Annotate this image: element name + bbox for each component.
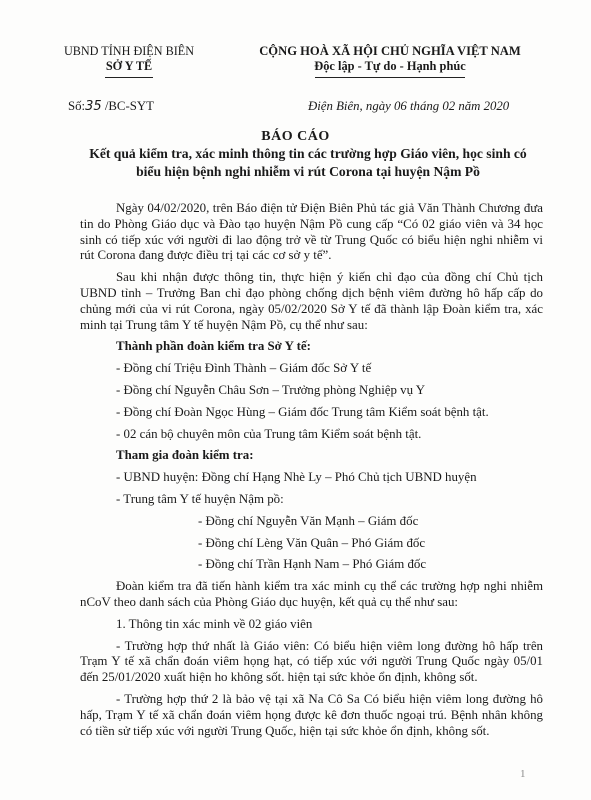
document-number [68, 99, 154, 114]
national-title: CỘNG HOÀ XÃ HỘI CHỦ NGHĨA VIỆT NAM [259, 44, 521, 58]
document-number-value: 35 [85, 99, 102, 114]
issuer-underline [105, 77, 153, 78]
paragraph-results: Đoàn kiểm tra đã tiến hành kiểm tra xác minh cụ thể các trường hợp nghi nhiễm nCoV theo danh sách của Phòng Giáo dục huyện, kết quả cụ thể như sau: [80, 579, 543, 609]
national-motto: Độc lập - Tự do - Hạnh phúc [314, 59, 466, 73]
motto-underline [315, 77, 465, 78]
report-body [80, 201, 543, 739]
issuer-parent: UBND TỈNH ĐIỆN BIÊN [63, 44, 195, 58]
team-member-2: - Đồng chí Nguyễn Châu Sơn – Trưởng phòng Nghiệp vụ Y [116, 382, 426, 397]
report-subtitle-line-2: biểu hiện bệnh nghi nhiễm vi rút Corona tại huyện Nậm Pồ [136, 163, 480, 179]
heading-participants: Tham gia đoàn kiểm tra: [116, 448, 254, 463]
issuer-department: SỞ Y TẾ [105, 59, 153, 73]
heading-inspection-team: Thành phần đoàn kiểm tra Sở Y tế: [116, 339, 311, 354]
participant-health-center: - Trung tâm Y tế huyện Nậm pồ: [116, 491, 284, 506]
paragraph-case-1: - Trường hợp thứ nhất là Giáo viên: Có biểu hiện viêm long đường hô hấp trên Trạm Y tế xã chẩn đoán viêm họng hạt, có tiếp xúc với người Trung Quốc ngày 05/01 đến 25/01/2020 xuất hiện ho không sốt. hiện tại sức khỏe ổn định, không sốt. [80, 638, 543, 685]
participant-health-center-2: - Đồng chí Lèng Văn Quân – Phó Giám đốc [198, 535, 426, 550]
report-title: BÁO CÁO [261, 129, 330, 144]
document-number-suffix: /BC-SYT [101, 99, 154, 113]
participant-health-center-3: - Đồng chí Trần Hạnh Nam – Phó Giám đốc [198, 557, 427, 572]
report-subtitle-line-1: Kết quả kiểm tra, xác minh thông tin các trường hợp Giáo viên, học sinh có [89, 146, 527, 161]
paragraph-intro: Ngày 04/02/2020, trên Báo điện tử Điện Biên Phủ tác giả Văn Thành Chương đưa tin do Phòng Giáo dục và Đào tạo huyện Nậm Pồ cung cấp “Có 02 giáo viên và 34 học sinh có tiếp xúc với người đi lao động trở về từ Trung Quốc có biểu hiện nghi nhiễm vi rút Corona đang được điều trị tại các cơ sở y tế”. [80, 201, 543, 263]
page-number: 1 [520, 768, 526, 780]
national-header [220, 44, 560, 78]
paragraph-directive: Sau khi nhận được thông tin, thực hiện ý kiến chỉ đạo của đồng chí Chủ tịch UBND tỉnh – Trưởng Ban chỉ đạo phòng chống dịch bệnh viêm đường hô hấp cấp do chủng mới của vi rút Corona, ngày 05/02/2020 Sở Y tế đã thành lập Đoàn kiểm tra, xác minh tại Trung tâm Y tế huyện Nậm Pồ, cụ thể như sau: [80, 270, 543, 332]
team-member-4: - 02 cán bộ chuyên môn của Trung tâm Kiểm soát bệnh tật. [116, 426, 422, 441]
place-date: Điện Biên, ngày 06 tháng 02 năm 2020 [308, 99, 510, 113]
team-member-3: - Đồng chí Đoàn Ngọc Hùng – Giám đốc Trung tâm Kiểm soát bệnh tật. [116, 404, 489, 419]
team-member-1: - Đồng chí Triệu Đình Thành – Giám đốc Sở Y tế [116, 361, 372, 376]
participant-district: - UBND huyện: Đồng chí Hạng Nhè Ly – Phó Chủ tịch UBND huyện [116, 470, 477, 485]
report-subtitle [66, 145, 550, 180]
issuer-block [44, 44, 214, 78]
participant-health-center-1: - Đồng chí Nguyễn Văn Mạnh – Giám đốc [198, 513, 419, 528]
document-number-prefix: Số: [68, 99, 86, 113]
paragraph-case-2: - Trường hợp thứ 2 là bảo vệ tại xã Na Cô Sa Có biểu hiện viêm long đường hô hấp, Trạm Y tế xã chẩn đoán viêm họng được kê đơn thuốc ngoại trú. Bệnh nhân không có tiền sử tiếp xúc với người Trung Quốc, hiện tại sức khỏe ổn định, không sốt. [80, 691, 543, 738]
section-teachers: 1. Thông tin xác minh về 02 giáo viên [116, 616, 313, 631]
